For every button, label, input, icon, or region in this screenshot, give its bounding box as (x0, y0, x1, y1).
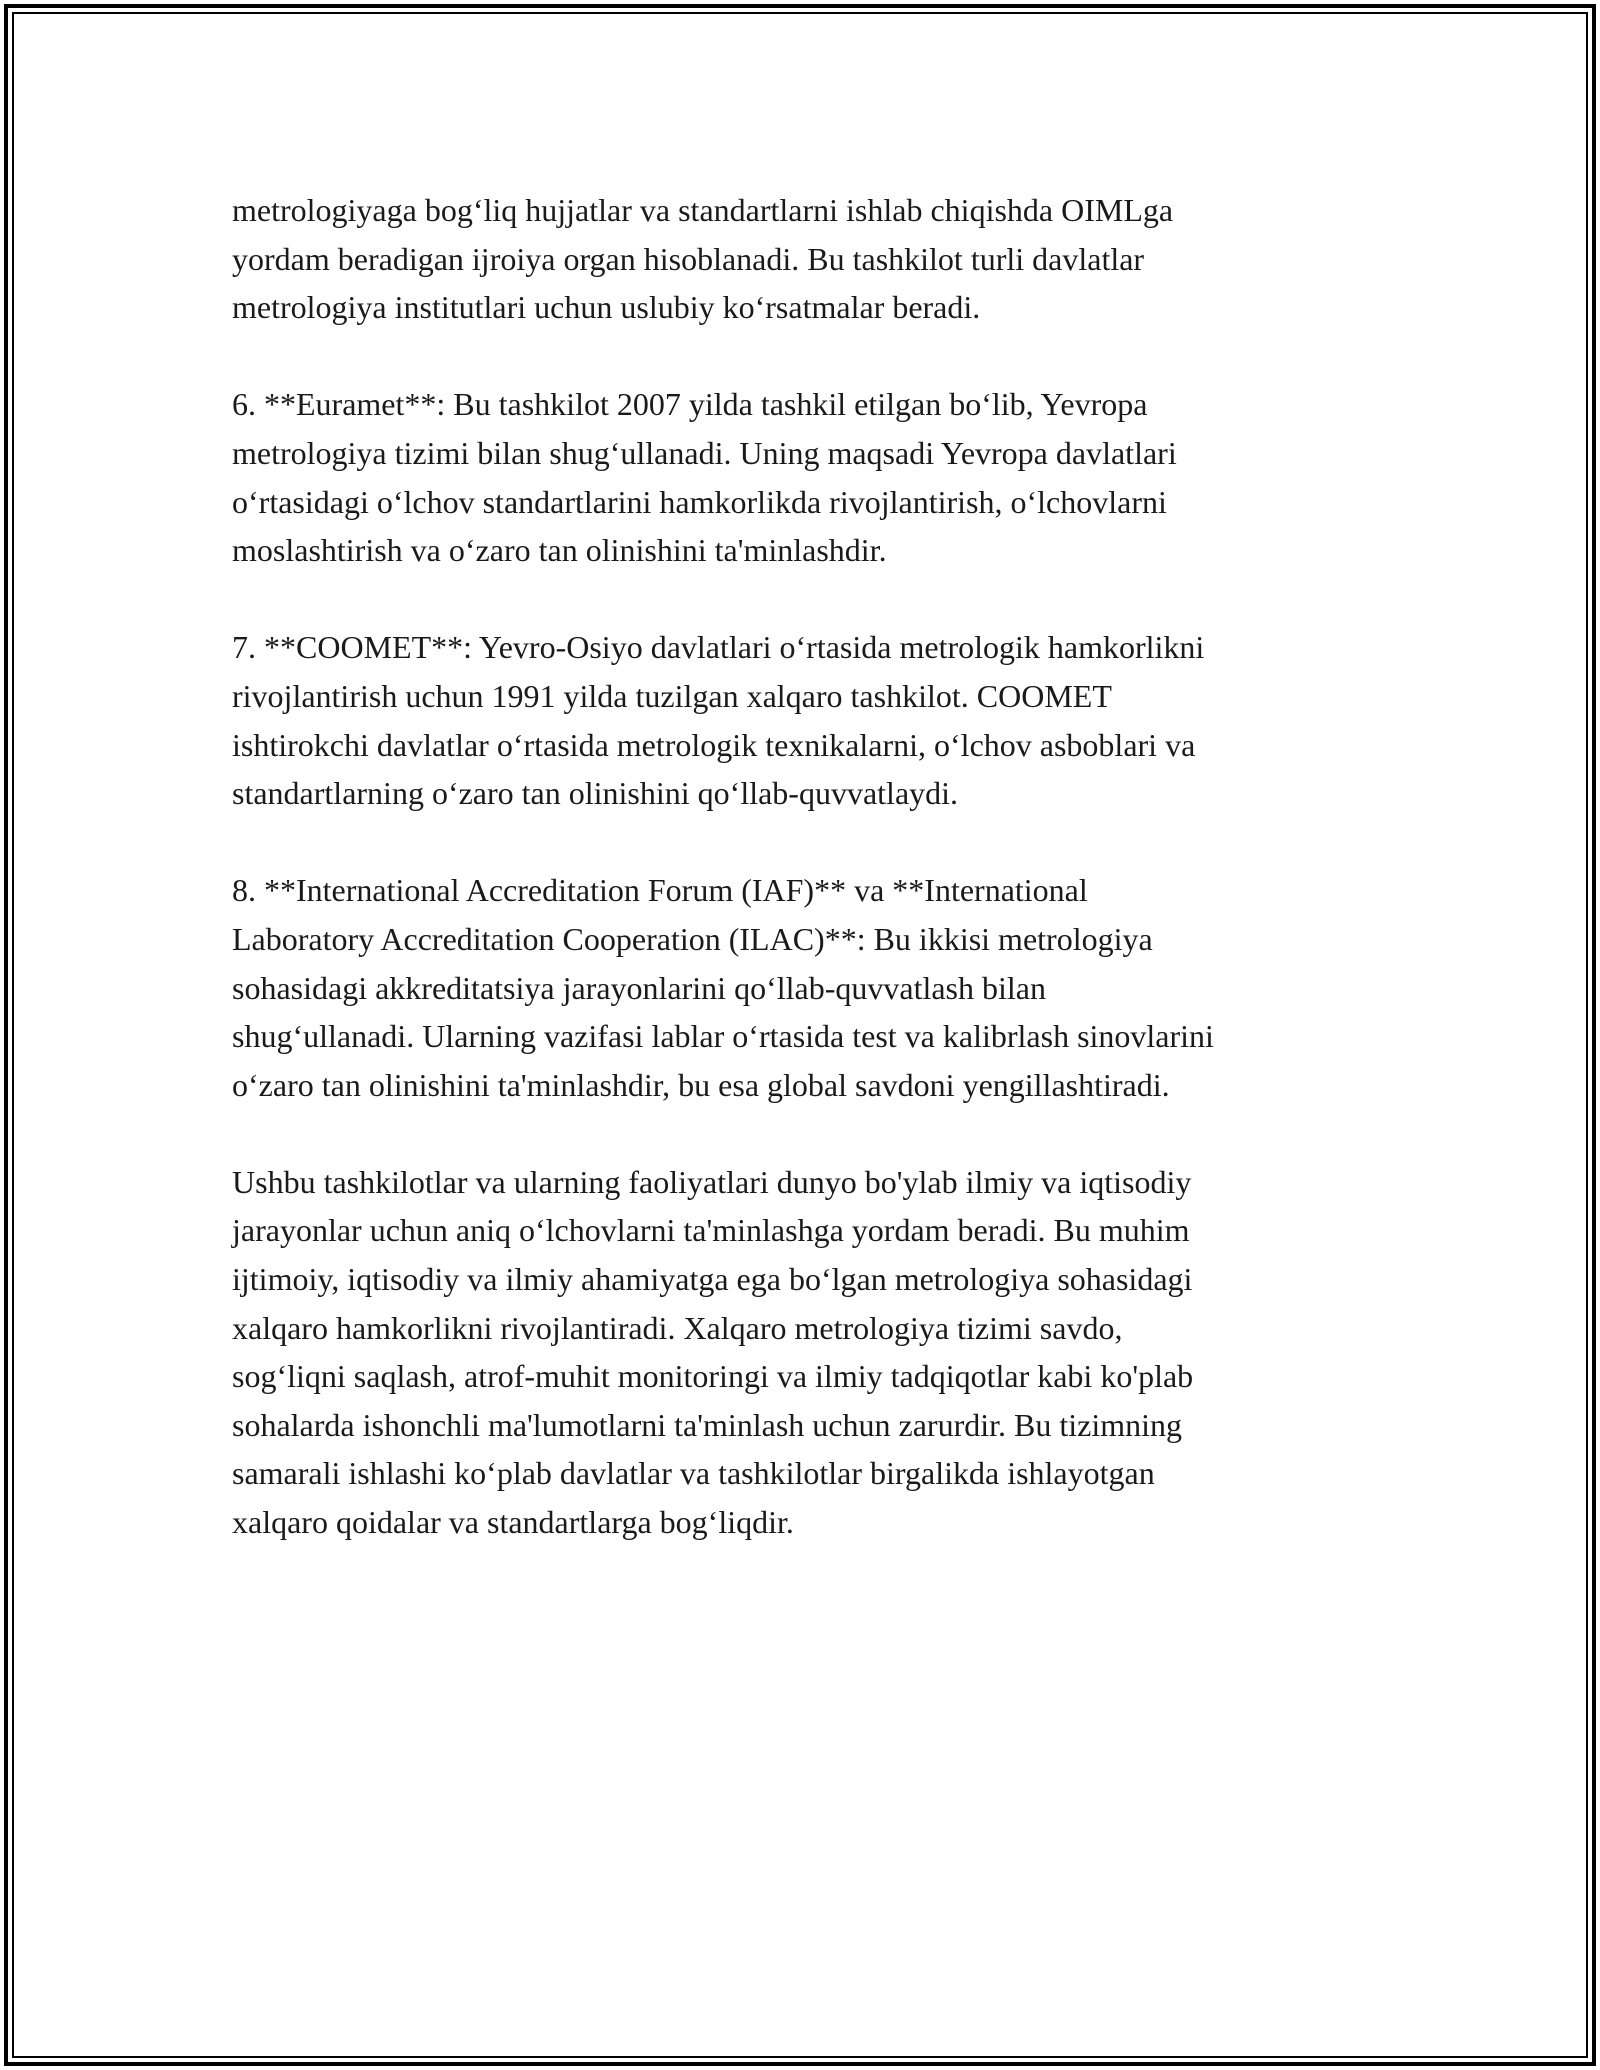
text-line: jarayonlar uchun aniq o‘lchovlarni ta'minlashga yordam beradi. Bu muhim (232, 1212, 1190, 1249)
text-line: sohasidagi akkreditatsiya jarayonlarini qo‘llab-quvvatlash bilan (232, 969, 1046, 1006)
text-line: moslashtirish va o‘zaro tan olinishini ta'minlashdir. (232, 532, 887, 569)
text-line: 7. **COOMET**: Yevro-Osiyo davlatlari o‘rtasida metrologik hamkorlikni (232, 629, 1205, 666)
text-line: rivojlantirish uchun 1991 yilda tuzilgan xalqaro tashkilot. COOMET (232, 677, 1112, 714)
text-line: 8. **International Accreditation Forum (IAF)** va **International (232, 872, 1088, 909)
text-line: sohalarda ishonchli ma'lumotlarni ta'minlash uchun zarurdir. Bu tizimning (232, 1406, 1182, 1443)
text-line: 6. **Euramet**: Bu tashkilot 2007 yilda tashkil etilgan bo‘lib, Yevropa (232, 386, 1148, 423)
text-line: Ushbu tashkilotlar va ularning faoliyatlari dunyo bo'ylab ilmiy va iqtisodiy (232, 1163, 1192, 1200)
text-line: xalqaro qoidalar va standartlarga bog‘liqdir. (232, 1504, 794, 1541)
text-line: Laboratory Accreditation Cooperation (ILAC)**: Bu ikkisi metrologiya (232, 920, 1153, 957)
paragraph-euramet (232, 380, 1380, 574)
paragraph-oiml-continuation (232, 186, 1380, 332)
document-body (232, 186, 1380, 1595)
text-line: metrologiyaga bog‘liq hujjatlar va standartlarni ishlab chiqishda OIMLga (232, 192, 1174, 228)
text-line: standartlarning o‘zaro tan olinishini qo‘llab-quvvatlaydi. (232, 775, 959, 812)
text-line: yordam beradigan ijroiya organ hisoblanadi. Bu tashkilot turli davlatlar (232, 240, 1145, 277)
text-line: o‘zaro tan olinishini ta'minlashdir, bu esa global savdoni yengillashtiradi. (232, 1066, 1170, 1103)
text-line: samarali ishlashi ko‘plab davlatlar va tashkilotlar birgalikda ishlayotgan (232, 1455, 1155, 1492)
text-line: metrologiya tizimi bilan shug‘ullanadi. Uning maqsadi Yevropa davlatlari (232, 434, 1177, 471)
paragraph-iaf-ilac (232, 866, 1380, 1109)
text-line: metrologiya institutlari uchun uslubiy ko‘rsatmalar beradi. (232, 289, 981, 326)
text-line: sog‘liqni saqlash, atrof-muhit monitoringi va ilmiy tadqiqotlar kabi ko'plab (232, 1358, 1194, 1395)
text-line: ishtirokchi davlatlar o‘rtasida metrologik texnikalarni, o‘lchov asboblari va (232, 726, 1196, 763)
text-line: o‘rtasidagi o‘lchov standartlarini hamkorlikda rivojlantirish, o‘lchovlarni (232, 483, 1167, 520)
text-line: xalqaro hamkorlikni rivojlantiradi. Xalqaro metrologiya tizimi savdo, (232, 1309, 1123, 1346)
text-line: shug‘ullanadi. Ularning vazifasi lablar o‘rtasida test va kalibrlash sinovlarini (232, 1018, 1214, 1055)
text-line: ijtimoiy, iqtisodiy va ilmiy ahamiyatga ega bo‘lgan metrologiya sohasidagi (232, 1261, 1193, 1298)
paragraph-conclusion (232, 1158, 1380, 1547)
paragraph-coomet (232, 623, 1380, 817)
